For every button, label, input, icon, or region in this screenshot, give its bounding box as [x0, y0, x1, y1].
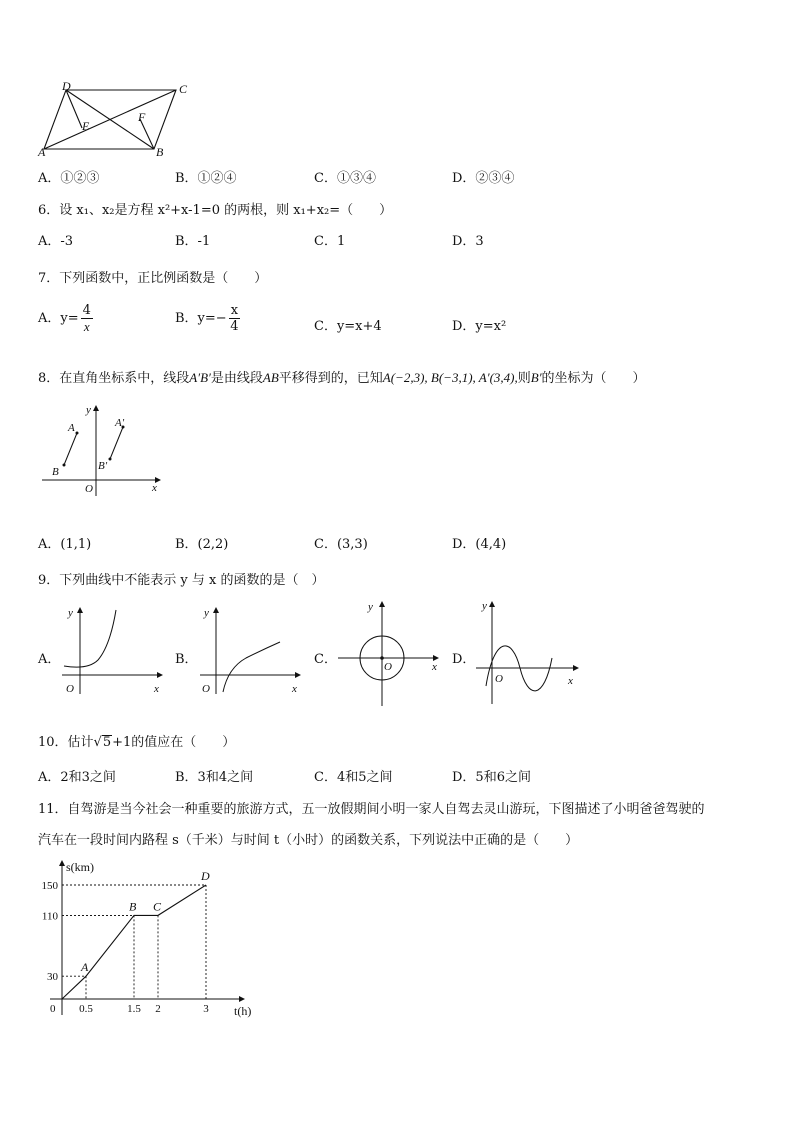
q7-option-b-fraction	[229, 303, 240, 334]
q5-label-A: A	[38, 145, 46, 159]
q7-option-d[interactable]: D．y=x²	[452, 319, 507, 334]
q8-points: A(−2,3), B(−3,1), A′(3,4),	[382, 370, 518, 385]
q10-radicand: 5	[102, 735, 112, 750]
q8-stem-b: 是由线段	[210, 371, 263, 386]
q5-parallelogram-figure	[36, 80, 196, 160]
q8-target: B′	[530, 370, 542, 385]
q11-stem-line1: 11．自驾游是当今社会一种重要的旅游方式，五一放假期间小明一家人自驾去灵山游玩，下图描述了小明爸爸驾驶的	[38, 802, 705, 817]
q8-stem-c: 平移得到的，已知	[278, 371, 383, 386]
q9c-y-label: y	[368, 601, 373, 613]
q7-option-a-label: A．y=	[38, 311, 79, 326]
q6-stem: 6．设 x₁、x₂是方程 x²+x-1=0 的两根，则 x₁+x₂=（ ）	[38, 203, 393, 218]
q5-option-b[interactable]: B．①②④	[175, 171, 237, 186]
q9a-x-label: x	[154, 683, 159, 695]
q11-x-tick-label: 3	[203, 1003, 209, 1015]
q5-label-E: E	[82, 119, 90, 133]
q10-stem-a: 10．估计	[38, 735, 94, 750]
q11-point-label: D	[201, 869, 210, 883]
q10-option-d[interactable]: D．5和6之间	[452, 770, 531, 785]
q7-stem: 7．下列函数中，正比例函数是（ ）	[38, 271, 268, 286]
q8-option-c[interactable]: C．(3,3)	[314, 537, 368, 552]
q11-y-axis-label: s(km)	[66, 860, 94, 874]
q7-option-b-numerator: x	[230, 303, 239, 318]
q6-option-c[interactable]: C．1	[314, 234, 346, 249]
q9-graph-d[interactable]	[472, 596, 584, 708]
q11-stem-line2: 汽车在一段时间内路程 s（千米）与时间 t（小时）的函数关系，下列说法中正确的是（ ）	[38, 833, 579, 848]
q5-label-D: D	[62, 79, 71, 93]
q9b-y-label: y	[204, 607, 209, 619]
q8-label-A-prime: A′	[115, 417, 125, 429]
q11-point-label: B	[129, 899, 137, 914]
q7-option-a-denominator: x	[83, 319, 90, 334]
q9a-origin-label: O	[66, 683, 74, 695]
q10-option-b[interactable]: B．3和4之间	[175, 770, 254, 785]
q7-option-a[interactable]	[38, 303, 95, 334]
q9-option-c[interactable]: C．	[314, 652, 337, 667]
q11-origin-label: 0	[50, 1003, 56, 1015]
q9-graph-c[interactable]	[334, 596, 444, 708]
q9b-origin-label: O	[202, 683, 210, 695]
q7-option-b[interactable]	[175, 303, 242, 334]
q8-origin-label: O	[85, 483, 93, 495]
q7-option-a-fraction	[81, 303, 93, 334]
q11-point-label: A	[81, 960, 89, 975]
q9c-x-label: x	[432, 661, 437, 673]
q7-option-c[interactable]: C．y=x+4	[314, 319, 382, 334]
q5-option-c[interactable]: C．①③④	[314, 171, 376, 186]
q8-coordinate-figure	[36, 400, 166, 500]
q8-option-a[interactable]: A．(1,1)	[38, 537, 92, 552]
q8-seg2: AB	[262, 370, 279, 385]
q9c-origin-label: O	[384, 661, 392, 673]
q5-option-d[interactable]: D．②③④	[452, 171, 515, 186]
q6-option-d[interactable]: D．3	[452, 234, 484, 249]
q8-stem-d: 则	[517, 371, 531, 386]
q8-label-A: A	[68, 422, 75, 434]
q9-graph-b[interactable]	[196, 600, 306, 700]
q9-option-d[interactable]: D．	[452, 652, 476, 667]
q11-distance-time-chart	[30, 855, 270, 1025]
q10-option-a[interactable]: A．2和3之间	[38, 770, 116, 785]
q8-axis-y-label: y	[86, 404, 91, 416]
q5-label-B: B	[156, 145, 164, 159]
q8-option-d[interactable]: D．(4,4)	[452, 537, 507, 552]
q11-x-tick-label: 1.5	[127, 1003, 141, 1015]
q9b-x-label: x	[292, 683, 297, 695]
q7-option-b-label: B．y=−	[175, 311, 227, 326]
q8-label-B-prime: B′	[98, 460, 108, 472]
q9-option-b[interactable]: B．	[175, 652, 198, 667]
q7-option-b-denominator: 4	[230, 319, 239, 334]
q6-option-a[interactable]: A．-3	[38, 234, 74, 249]
q11-point-label: C	[153, 899, 162, 914]
q8-stem-e: 的坐标为（ ）	[541, 371, 646, 386]
q8-option-b[interactable]: B．(2,2)	[175, 537, 229, 552]
q5-label-C: C	[179, 82, 188, 96]
q11-x-axis-label: t(h)	[234, 1004, 252, 1018]
q5-option-a[interactable]: A．①②③	[38, 171, 100, 186]
q8-seg1: A′B′	[189, 370, 211, 385]
q9d-y-label: y	[482, 600, 487, 612]
q5-label-F: F	[138, 110, 146, 124]
q10-stem	[38, 731, 235, 750]
q9a-y-label: y	[68, 607, 73, 619]
q8-axis-x-label: x	[152, 482, 157, 494]
q9d-x-label: x	[568, 675, 573, 687]
q11-y-tick-label: 150	[41, 880, 58, 892]
q6-option-b[interactable]: B．-1	[175, 234, 211, 249]
q11-y-tick-label: 30	[47, 971, 58, 984]
q8-stem	[38, 367, 646, 386]
q9-stem: 9．下列曲线中不能表示 y 与 x 的函数的是（ ）	[38, 573, 325, 588]
q11-x-tick-label: 2	[155, 1003, 161, 1015]
q10-sqrt-symbol: √	[93, 735, 102, 750]
q10-option-c[interactable]: C．4和5之间	[314, 770, 393, 785]
q8-stem-a: 8．在直角坐标系中，线段	[38, 371, 190, 386]
q7-option-a-numerator: 4	[82, 303, 91, 318]
q11-x-tick-label: 0.5	[79, 1003, 93, 1015]
q10-stem-b: +1的值应在（ ）	[112, 735, 236, 750]
q9d-origin-label: O	[495, 673, 503, 685]
q9-graph-a[interactable]	[58, 600, 168, 700]
q11-y-tick-label: 110	[41, 910, 58, 923]
q8-label-B: B	[52, 466, 59, 478]
q9-option-a[interactable]: A．	[38, 652, 61, 667]
